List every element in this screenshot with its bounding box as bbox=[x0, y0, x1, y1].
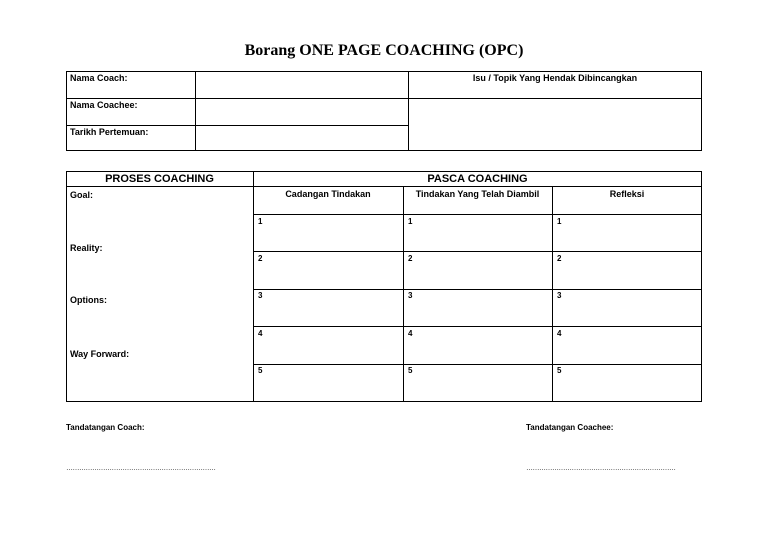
refleksi-header: Refleksi bbox=[609, 189, 645, 199]
goal-label: Goal: bbox=[70, 190, 94, 200]
row-number: 5 bbox=[258, 366, 263, 375]
row-number: 4 bbox=[408, 329, 413, 338]
row-number: 2 bbox=[557, 254, 562, 263]
nama-coach-field[interactable] bbox=[196, 72, 407, 97]
reality-label: Reality: bbox=[70, 243, 103, 253]
proses-coaching-field[interactable] bbox=[67, 187, 252, 401]
coach-signature-line[interactable]: …………………………………………………………… bbox=[66, 465, 216, 472]
row-number: 1 bbox=[408, 217, 413, 226]
divider bbox=[253, 251, 702, 252]
isu-topik-label: Isu / Topik Yang Hendak Dibincangkan bbox=[472, 73, 638, 83]
row-number: 2 bbox=[258, 254, 263, 263]
coachee-signature-line[interactable]: …………………………………………………………… bbox=[526, 465, 676, 472]
row-number: 4 bbox=[557, 329, 562, 338]
row-number: 5 bbox=[408, 366, 413, 375]
tarikh-pertemuan-field[interactable] bbox=[196, 126, 407, 150]
divider bbox=[253, 364, 702, 365]
nama-coachee-label: Nama Coachee: bbox=[70, 100, 138, 110]
row-number: 2 bbox=[408, 254, 413, 263]
tandatangan-coachee-label: Tandatangan Coachee: bbox=[526, 423, 614, 432]
tindakan-diambil-header: Tindakan Yang Telah Diambil bbox=[415, 189, 540, 199]
row-number: 1 bbox=[557, 217, 562, 226]
nama-coach-label: Nama Coach: bbox=[70, 73, 128, 83]
isu-topik-field[interactable] bbox=[409, 99, 701, 150]
divider bbox=[253, 289, 702, 290]
page-title: Borang ONE PAGE COACHING (OPC) bbox=[244, 42, 524, 59]
way-forward-label: Way Forward: bbox=[70, 349, 130, 359]
divider bbox=[253, 326, 702, 327]
row-number: 4 bbox=[258, 329, 263, 338]
row-number: 5 bbox=[557, 366, 562, 375]
row-number: 3 bbox=[258, 291, 263, 300]
options-label: Options: bbox=[70, 295, 107, 305]
divider bbox=[253, 214, 702, 215]
divider bbox=[552, 186, 553, 402]
row-number: 3 bbox=[408, 291, 413, 300]
proses-coaching-header: PROSES COACHING bbox=[105, 173, 214, 185]
divider bbox=[253, 171, 254, 402]
cadangan-tindakan-header: Cadangan Tindakan bbox=[285, 189, 371, 199]
divider bbox=[403, 186, 404, 402]
row-number: 1 bbox=[258, 217, 263, 226]
row-number: 3 bbox=[557, 291, 562, 300]
tandatangan-coach-label: Tandatangan Coach: bbox=[66, 423, 145, 432]
pasca-coaching-header: PASCA COACHING bbox=[427, 173, 528, 185]
tarikh-pertemuan-label: Tarikh Pertemuan: bbox=[70, 127, 149, 137]
nama-coachee-field[interactable] bbox=[196, 99, 407, 124]
